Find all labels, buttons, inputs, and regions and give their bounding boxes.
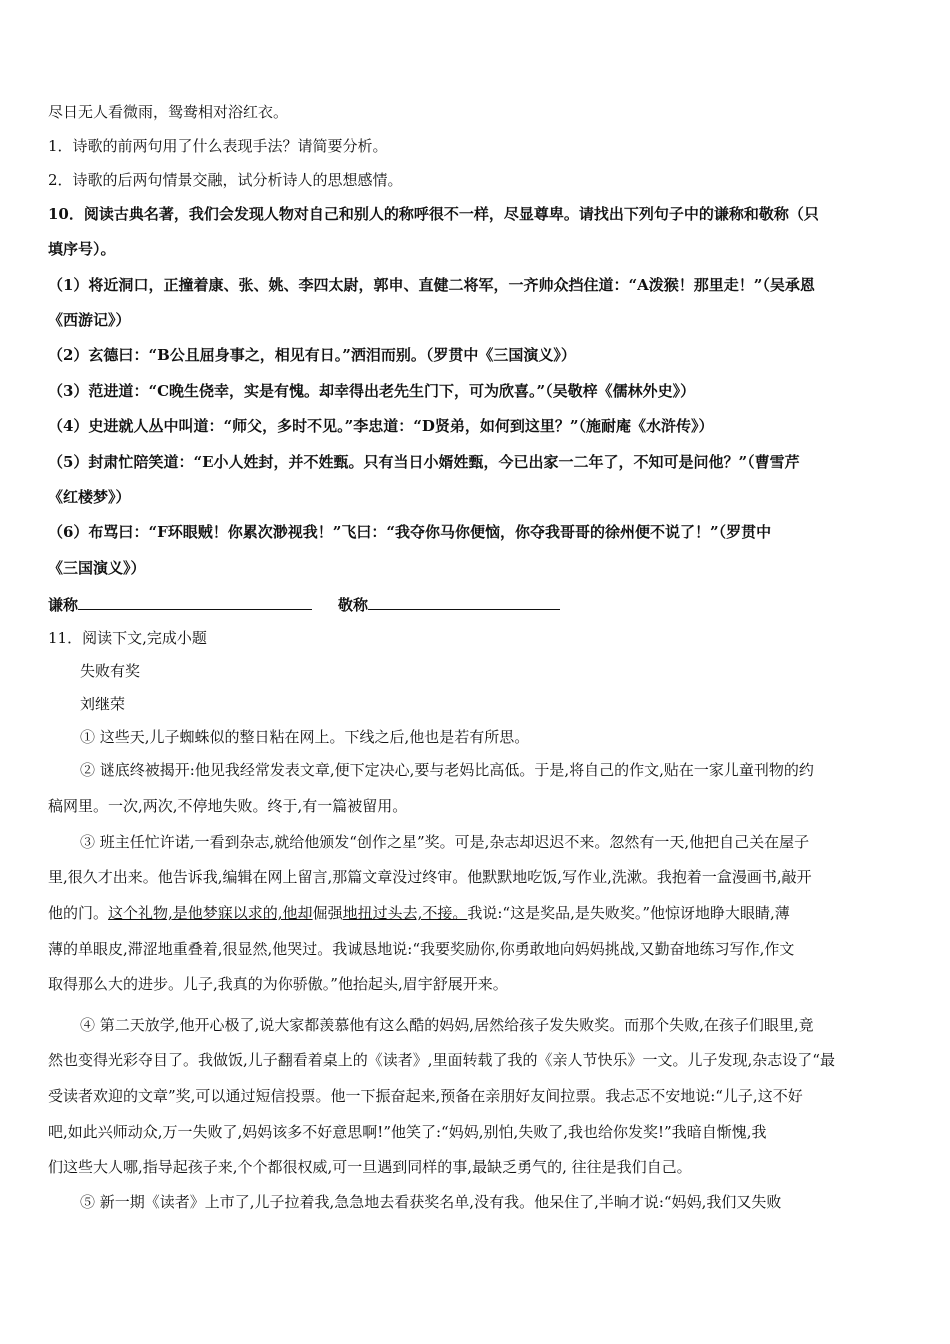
underlined-sentence-part-1: 这个礼物,是他梦寐以求的,他却	[108, 904, 313, 922]
poem-last-line: 尽日无人看微雨，鸳鸯相对浴红衣。	[48, 103, 289, 121]
paragraph-4-line-2: 然也变得光彩夺目了。我做饭,儿子翻看着桌上的《读者》,里面转载了我的《亲人节快乐》一文。儿子发现,杂志设了“最	[48, 1051, 835, 1069]
humble-answer-blank[interactable]	[78, 593, 312, 610]
underlined-sentence-part-2: 地扭过头去,不接。	[342, 904, 468, 922]
paragraph-3: ③ 班主任忙许诺,一看到杂志,就给他颁发“创作之星”奖。可是,杂志却迟迟不来。忽然有一天,他把自己关在屋子	[80, 833, 810, 851]
humble-label: 谦称	[48, 596, 79, 614]
paragraph-3-line-2: 里,很久才出来。他告诉我,编辑在网上留言,那篇文章没过终审。他默默地吃饭,写作业,洗漱。我抱着一盒漫画书,敲开	[48, 868, 812, 886]
p3-text-post: 我说:“这是奖品,是失败奖。”他惊讶地睁大眼睛,薄	[467, 904, 790, 922]
paragraph-5: ⑤ 新一期《读者》上市了,儿子拉着我,急急地去看获奖名单,没有我。他呆住了,半晌才说:“妈妈,我们又失败	[80, 1193, 782, 1211]
q10-item-3: （3）范进道：“C晚生侥幸，实是有愧。却幸得出老先生门下，可为欣喜。”（吴敬梓《儒林外史》）	[48, 382, 696, 400]
paragraph-4-line-3: 受读者欢迎的文章”奖,可以通过短信投票。他一下振奋起来,预备在亲朋好友间拉票。我忐忑不安地说:“儿子,这不好	[48, 1087, 803, 1105]
paragraph-4: ④ 第二天放学,他开心极了,说大家都羡慕他有这么酷的妈妈,居然给孩子发失败奖。而那个失败,在孩子们眼里,竟	[80, 1016, 814, 1034]
q10-item-2: （2）玄德曰：“B公且屈身事之，相见有日。”洒泪而别。（罗贯中《三国演义》）	[48, 346, 576, 364]
question-1: 1．诗歌的前两句用了什么表现手法？请简要分析。	[48, 137, 388, 155]
q10-item-1: （1）将近洞口，正撞着康、张、姚、李四太尉，郭申、直健二将军，一齐帅众挡住道：“A泼猴！那里走！”（吴承恩	[48, 276, 815, 294]
q10-item-1-cont: 《西游记》）	[48, 311, 131, 329]
paragraph-3-line-3	[48, 903, 906, 923]
honorific-label: 敬称	[338, 596, 369, 614]
paragraph-4-line-4: 吧,如此兴师动众,万一失败了,妈妈该多不好意思啊!”他笑了:“妈妈,别怕,失败了,我也给你发奖!”我暗自惭愧,我	[48, 1123, 767, 1141]
answer-line	[48, 593, 906, 615]
paragraph-3-line-4: 薄的单眼皮,滞涩地重叠着,很显然,他哭过。我诚恳地说:“我要奖励你,你勇敢地向妈妈挑战,又勤奋地练习写作,作文	[48, 940, 795, 958]
question-11-stem: 11．阅读下文,完成小题	[48, 629, 207, 647]
honorific-answer-blank[interactable]	[368, 593, 560, 610]
paragraph-2: ② 谜底终被揭开:他见我经常发表文章,便下定决心,要与老妈比高低。于是,将自己的作文,贴在一家儿童刊物的约	[80, 761, 814, 779]
question-10-stem-cont: 填序号）。	[48, 240, 116, 258]
paragraph-3-line-5: 取得那么大的进步。儿子,我真的为你骄傲。”他抬起头,眉宇舒展开来。	[48, 975, 508, 993]
article-title: 失败有奖	[80, 662, 141, 680]
question-10-stem: 10．阅读古典名著，我们会发现人物对自己和别人的称呼很不一样，尽显尊卑。请找出下列句子中的谦称和敬称（只	[48, 205, 819, 223]
paragraph-4-line-5: 们这些大人哪,指导起孩子来,个个都很权威,可一旦遇到同样的事,最缺乏勇气的, 往往是我们自己。	[48, 1158, 692, 1176]
q10-item-5: （5）封肃忙陪笑道：“E小人姓封，并不姓甄。只有当日小婿姓甄，今已出家一二年了，不知可是问他？”（曹雪芹	[48, 453, 800, 471]
paragraph-2-cont: 稿网里。一次,两次,不停地失败。终于,有一篇被留用。	[48, 797, 408, 815]
article-author: 刘继荣	[80, 695, 126, 713]
question-2: 2．诗歌的后两句情景交融，试分析诗人的思想感情。	[48, 171, 403, 189]
paragraph-1: ① 这些天,儿子蜘蛛似的整日粘在网上。下线之后,他也是若有所思。	[80, 728, 530, 746]
q10-item-5-cont: 《红楼梦》）	[48, 488, 131, 506]
p3-text-pre: 他的门。	[48, 904, 109, 922]
p3-text-mid: 倔强	[312, 904, 343, 922]
q10-item-6-cont: 《三国演义》）	[48, 559, 146, 577]
q10-item-4: （4）史进就人丛中叫道：“师父，多时不见。”李忠道：“D贤弟，如何到这里？”（施耐庵《水浒传》）	[48, 417, 714, 435]
q10-item-6: （6）布骂曰：“F环眼贼！你累次渺视我！”飞曰：“我夺你马你便恼，你夺我哥哥的徐州便不说了！”（罗贯中	[48, 523, 772, 541]
